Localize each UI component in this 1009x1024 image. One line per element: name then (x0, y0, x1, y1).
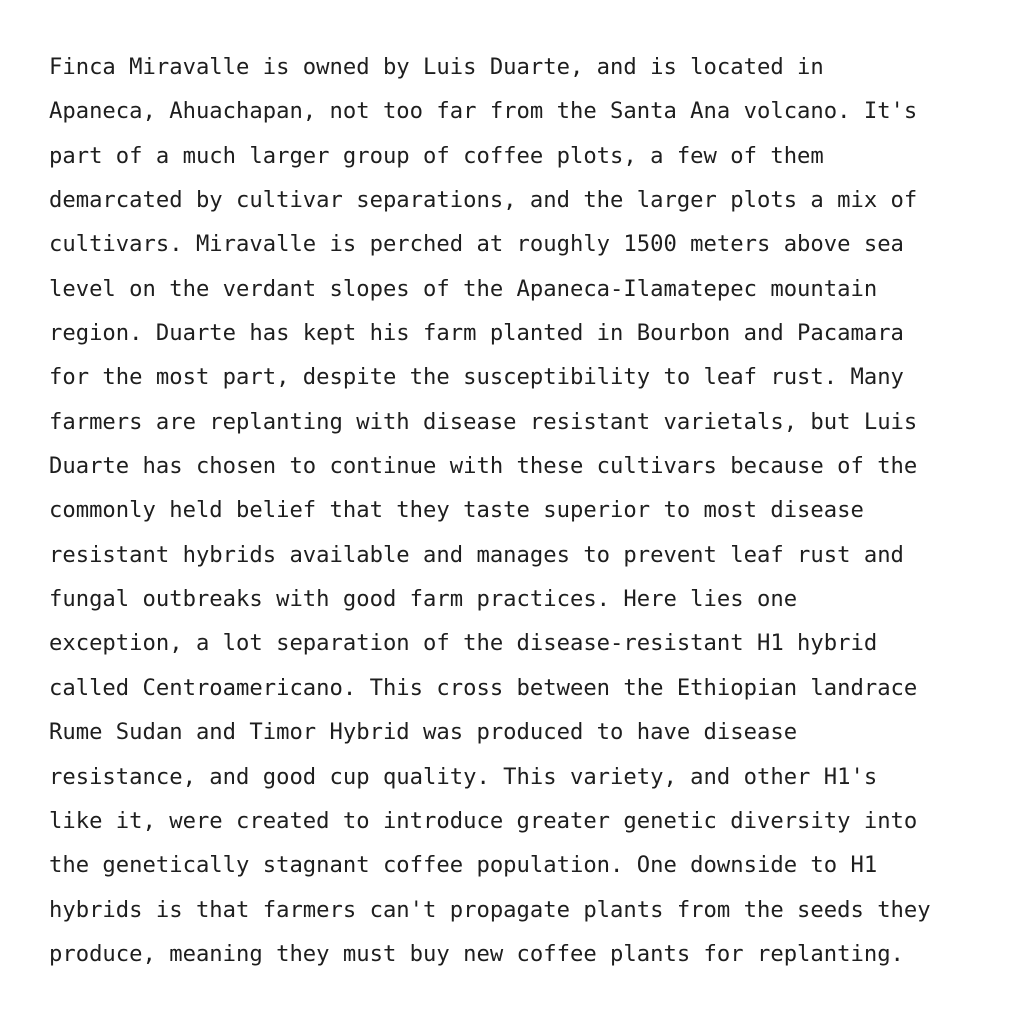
text-line: commonly held belief that they taste superior to most disease (49, 497, 864, 524)
text-line: resistance, and good cup quality. This variety, and other H1's (49, 763, 878, 790)
text-line: produce, meaning they must buy new coffee plants for replanting. (49, 940, 904, 967)
text-line: Finca Miravalle is owned by Luis Duarte, and is located in (49, 54, 824, 80)
text-line: resistant hybrids available and manages to prevent leaf rust and (49, 541, 904, 568)
text-line: the genetically stagnant coffee population. One downside to H1 (49, 852, 878, 879)
text-line: Apaneca, Ahuachapan, not too far from the Santa Ana volcano. It's (49, 98, 918, 125)
text-line: exception, a lot separation of the disease-resistant H1 hybrid (49, 630, 878, 657)
text-line: level on the verdant slopes of the Apaneca-Ilamatepec mountain (49, 275, 878, 302)
text-line: fungal outbreaks with good farm practices. Here lies one (49, 586, 798, 613)
text-line: like it, were created to introduce greater genetic diversity into (49, 807, 918, 834)
text-line: called Centroamericano. This cross between the Ethiopian landrace (49, 674, 918, 701)
text-line: Duarte has chosen to continue with these cultivars because of the (49, 453, 918, 480)
text-line: part of a much larger group of coffee plots, a few of them (49, 142, 824, 169)
text-line: demarcated by cultivar separations, and the larger plots a mix of (49, 187, 918, 214)
text-line: Rume Sudan and Timor Hybrid was produced to have disease (49, 719, 798, 746)
text-line: cultivars. Miravalle is perched at roughly 1500 meters above sea (49, 231, 904, 258)
text-line: for the most part, despite the susceptibility to leaf rust. Many (49, 364, 904, 391)
document-body (49, 45, 989, 976)
text-line: farmers are replanting with disease resistant varietals, but Luis (49, 408, 918, 435)
text-line: hybrids is that farmers can't propagate plants from the seeds they (49, 896, 931, 923)
text-line: region. Duarte has kept his farm planted in Bourbon and Pacamara (49, 320, 904, 347)
